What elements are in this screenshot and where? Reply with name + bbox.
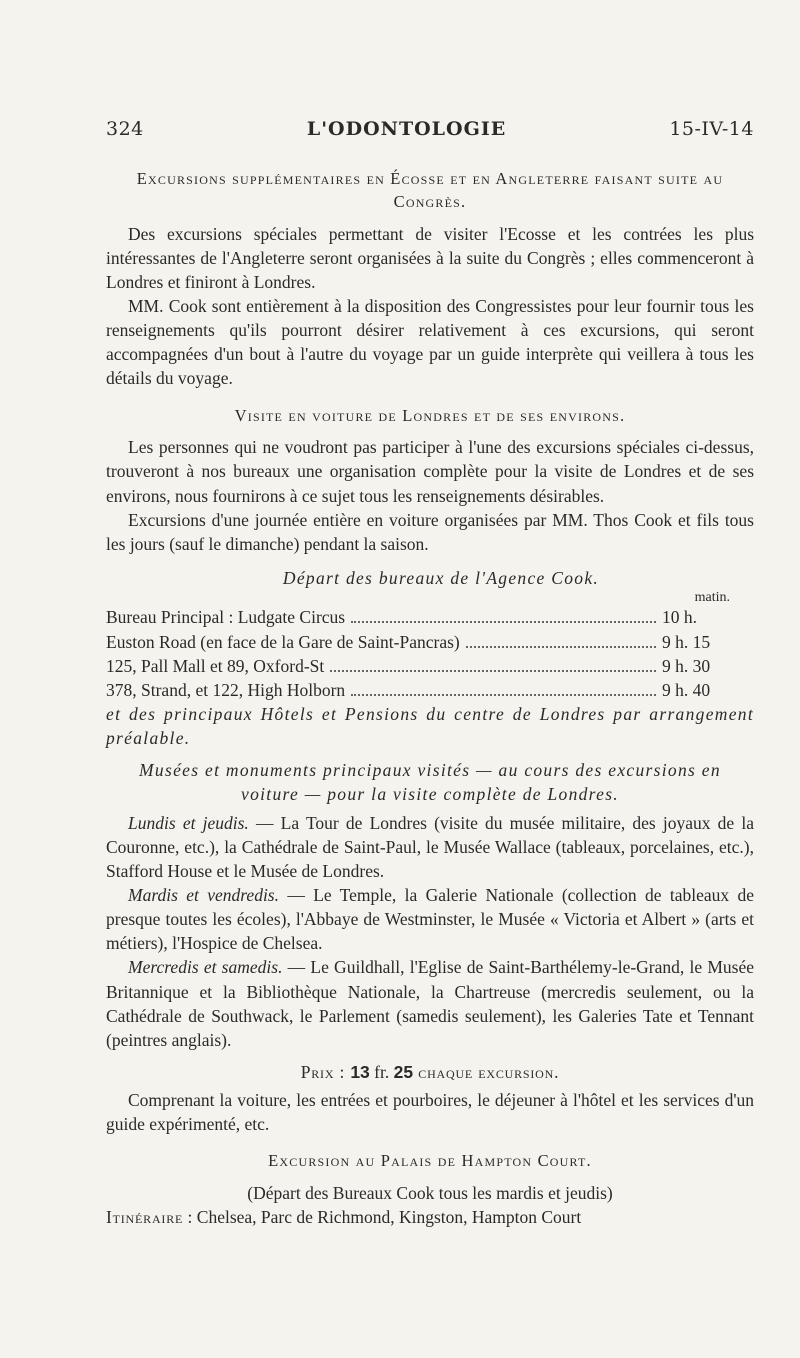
departure-place: Bureau Principal : Ludgate Circus — [106, 607, 346, 628]
price-unit: chaque excursion. — [413, 1061, 560, 1082]
price-francs: 13 — [350, 1061, 370, 1082]
departure-row — [106, 678, 754, 702]
time-column-header: matin. — [694, 590, 730, 606]
departure-row — [106, 630, 754, 654]
hampton-itinerary — [106, 1205, 754, 1229]
hampton-departure: (Départ des Bureaux Cook tous les mardis et jeudis) — [247, 1183, 613, 1204]
museums-title: Musées et monuments principaux visités — au cours des excursions en voiture — pour la visite complète de Londres. — [139, 760, 721, 805]
itinerary-text: : Chelsea, Parc de Richmond, Kingston, Hampton Court — [183, 1207, 582, 1228]
departure-time: 9 h. 40 — [662, 679, 711, 700]
day-text: — Le Temple, la Galerie Nationale (collection de tableaux de presque toutes les écoles), l'Abbaye de Westminster, le Musée « Victoria et Albert » (arts et métiers), l'Hospice de Chelsea. — [106, 884, 754, 954]
page-body — [106, 162, 754, 1229]
departure-time: 9 h. 15 — [662, 631, 711, 652]
day-label: Mercredis et samedis. — [128, 957, 283, 978]
journal-title: L'ODONTOLOGIE — [306, 118, 507, 140]
departures-title: Départ des bureaux de l'Agence Cook. — [282, 567, 600, 588]
leader-dots — [351, 694, 656, 696]
itinerary-day — [106, 811, 754, 883]
price-line — [106, 1060, 754, 1084]
issue-date: 15-IV-14 — [669, 118, 754, 140]
leader-dots — [351, 621, 656, 623]
itinerary-day — [106, 883, 754, 955]
departures-note: et des principaux Hôtels et Pensions du centre de Londres par arrangement préalable. — [106, 704, 754, 749]
paragraph: Des excursions spéciales permettant de visiter l'Ecosse et les contrées les plus intéressantes de l'Angleterre seront organisées à la suite du Congrès ; elles commenceront à Londres et finiront à Londres. — [106, 223, 754, 292]
leader-dots — [466, 646, 656, 648]
paragraph: Les personnes qui ne voudront pas participer à l'une des excursions spéciales ci-dessus, trouveront à nos bureaux une organisation complète pour la visite de Londres et de ses environs, nous fournirons à ce sujet tous les renseignements désirables. — [106, 437, 754, 506]
price-currency: fr. — [369, 1061, 394, 1082]
section-heading-hampton: Excursion au Palais de Hampton Court. — [268, 1151, 592, 1171]
day-text: — Le Guildhall, l'Eglise de Saint-Barthélemy-le-Grand, le Musée Britannique et la Bibliothèque Nationale, la Chartreuse (mercredis seulement, ou la Cathédrale de Southwack, le Parlement (samedis seulement), les Galeries Tate et Tennant (peintres anglais). — [106, 957, 754, 1050]
itinerary-label: Itinéraire — [106, 1207, 184, 1228]
departure-place: 125, Pall Mall et 89, Oxford-St — [106, 655, 325, 676]
itinerary-day — [106, 955, 754, 1052]
price-label: Prix : — [300, 1061, 351, 1082]
departures-list — [106, 605, 754, 702]
departure-row — [106, 605, 754, 629]
departure-place: 378, Strand, et 122, High Holborn — [106, 679, 346, 700]
departure-time: 9 h. 30 — [662, 655, 711, 676]
day-label: Lundis et jeudis. — [128, 812, 249, 833]
paragraph: MM. Cook sont entièrement à la disposition des Congressistes pour leur fournir tous les renseignements qu'ils pourront désirer relativement à ces excursions, qui seront accompagnées d'un bout à l'autre du voyage par un guide interprète qui veillera à tous les détails du voyage. — [106, 295, 754, 389]
section-heading-london: Visite en voiture de Londres et de ses environs. — [234, 405, 626, 425]
price-cents: 25 — [393, 1061, 414, 1082]
day-label: Mardis et vendredis. — [128, 884, 279, 905]
page-number: 324 — [106, 118, 144, 140]
departure-place: Euston Road (en face de la Gare de Saint-Pancras) — [106, 631, 460, 652]
departure-time: 10 h. — [662, 607, 697, 628]
departure-row — [106, 654, 754, 678]
day-text: — La Tour de Londres (visite du musée militaire, des joyaux de la Couronne, etc.), la Cathédrale de Saint-Paul, le Musée Wallace (tableaux, porcelaines, etc.), Stafford House et le Musée de Londres. — [106, 812, 754, 881]
paragraph: Excursions d'une journée entière en voiture organisées par MM. Thos Cook et fils tous les jours (sauf le dimanche) pendant la saison. — [106, 509, 754, 554]
leader-dots — [330, 670, 656, 672]
price-includes: Comprenant la voiture, les entrées et pourboires, le déjeuner à l'hôtel et les services d'un guide expérimenté, etc. — [106, 1090, 754, 1135]
running-header — [106, 118, 754, 140]
section-heading-scotland: Excursions supplémentaires en Écosse et en Angleterre faisant suite au Congrès. — [136, 169, 724, 211]
